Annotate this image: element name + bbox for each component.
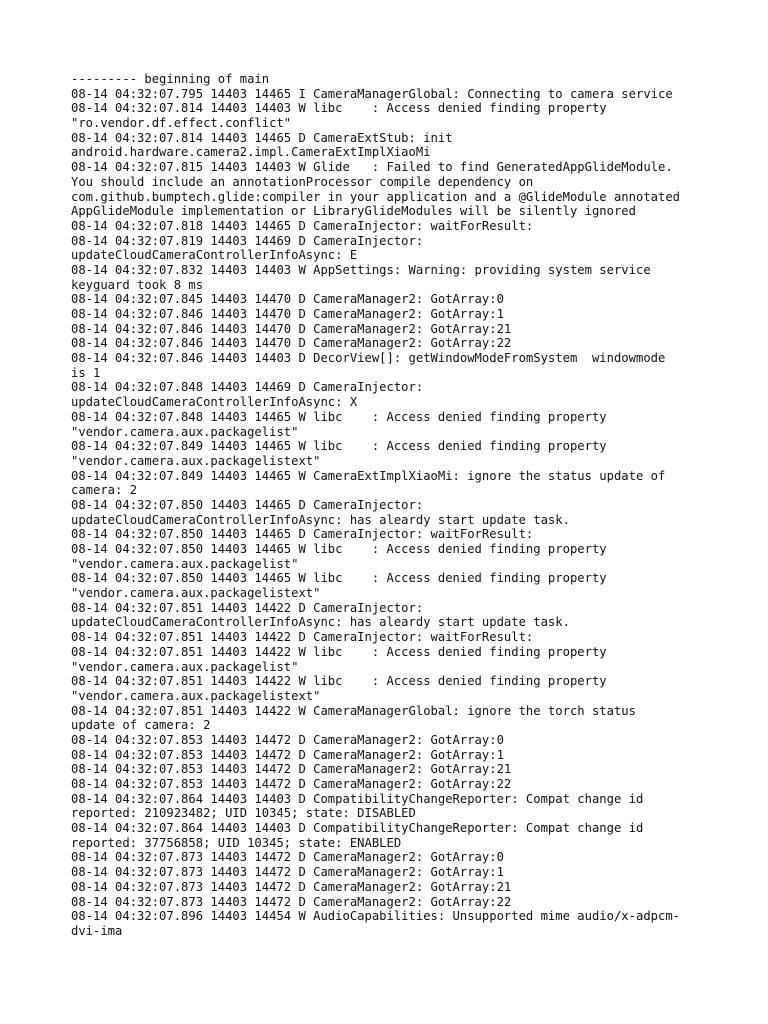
log-line: 08-14 04:32:07.846 14403 14470 D CameraManager2: GotArray:21: [71, 321, 512, 336]
log-line: keyguard took 8 ms: [71, 277, 204, 292]
log-line: --------- beginning of main: [71, 72, 270, 86]
log-line: 08-14 04:32:07.818 14403 14465 D CameraInjector: waitForResult:: [71, 218, 534, 233]
log-line: AppGlideModule implementation or LibraryGlideModules will be silently ignored: [71, 204, 636, 219]
log-line: dvi-ima: [71, 923, 123, 938]
log-line: 08-14 04:32:07.814 14403 14403 W libc : Access denied finding property: [71, 101, 607, 116]
log-line: "ro.vendor.df.effect.conflict": [71, 116, 292, 131]
log-line: 08-14 04:32:07.849 14403 14465 W libc : Access denied finding property: [71, 439, 607, 454]
log-line: updateCloudCameraControllerInfoAsync: E: [71, 248, 358, 263]
log-line: 08-14 04:32:07.851 14403 14422 W libc : Access denied finding property: [71, 674, 607, 689]
log-line: 08-14 04:32:07.853 14403 14472 D CameraManager2: GotArray:21: [71, 762, 512, 777]
log-line: 08-14 04:32:07.873 14403 14472 D CameraManager2: GotArray:22: [71, 894, 512, 909]
log-line: 08-14 04:32:07.851 14403 14422 W libc : Access denied finding property: [71, 644, 607, 659]
log-line: 08-14 04:32:07.853 14403 14472 D CameraManager2: GotArray:0: [71, 732, 504, 747]
log-line: 08-14 04:32:07.896 14403 14454 W AudioCapabilities: Unsupported mime audio/x-adpcm-: [71, 909, 681, 924]
log-line: android.hardware.camera2.impl.CameraExtImplXiaoMi: [71, 145, 431, 160]
log-line: 08-14 04:32:07.815 14403 14403 W Glide : Failed to find GeneratedAppGlideModule.: [71, 160, 673, 175]
log-line: 08-14 04:32:07.848 14403 14465 W libc : Access denied finding property: [71, 409, 607, 424]
log-line: 08-14 04:32:07.850 14403 14465 W libc : Access denied finding property: [71, 571, 607, 586]
log-line: 08-14 04:32:07.851 14403 14422 D CameraInjector:: [71, 600, 424, 615]
log-line: 08-14 04:32:07.846 14403 14470 D CameraManager2: GotArray:22: [71, 336, 512, 351]
log-line: updateCloudCameraControllerInfoAsync: X: [71, 395, 358, 410]
log-line: 08-14 04:32:07.795 14403 14465 I CameraManagerGlobal: Connecting to camera service: [71, 86, 673, 101]
log-line: You should include an annotationProcessor compile dependency on: [71, 174, 534, 189]
log-line: reported: 210923482; UID 10345; state: DISABLED: [71, 806, 416, 821]
log-line: 08-14 04:32:07.850 14403 14465 W libc : Access denied finding property: [71, 542, 607, 556]
log-line: 08-14 04:32:07.853 14403 14472 D CameraManager2: GotArray:22: [71, 777, 512, 791]
log-line: 08-14 04:32:07.864 14403 14403 D CompatibilityChangeReporter: Compat change id: [71, 791, 644, 806]
log-line: 08-14 04:32:07.832 14403 14403 W AppSettings: Warning: providing system service: [71, 262, 651, 277]
log-line: 08-14 04:32:07.851 14403 14422 W CameraManagerGlobal: ignore the torch status: [71, 703, 636, 718]
log-line: 08-14 04:32:07.848 14403 14469 D CameraInjector:: [71, 380, 424, 395]
log-line: "vendor.camera.aux.packagelist": [71, 659, 299, 674]
log-line: camera: 2: [71, 483, 138, 498]
log-line: 08-14 04:32:07.814 14403 14465 D CameraExtStub: init: [71, 130, 453, 145]
log-line: update of camera: 2: [71, 718, 211, 733]
log-line: is 1: [71, 365, 101, 380]
log-line: 08-14 04:32:07.850 14403 14465 D CameraInjector: waitForResult:: [71, 527, 534, 542]
log-line: 08-14 04:32:07.853 14403 14472 D CameraManager2: GotArray:1: [71, 747, 504, 762]
log-line: 08-14 04:32:07.851 14403 14422 D CameraInjector: waitForResult:: [71, 630, 534, 645]
log-line: 08-14 04:32:07.850 14403 14465 D CameraInjector:: [71, 497, 424, 512]
log-output: [71, 72, 731, 939]
log-line: 08-14 04:32:07.864 14403 14403 D CompatibilityChangeReporter: Compat change id: [71, 821, 644, 836]
log-line: "vendor.camera.aux.packagelistext": [71, 586, 321, 601]
log-line: "vendor.camera.aux.packagelist": [71, 424, 299, 439]
log-line: 08-14 04:32:07.846 14403 14470 D CameraManager2: GotArray:1: [71, 307, 504, 321]
log-line: "vendor.camera.aux.packagelist": [71, 556, 299, 571]
log-line: com.github.bumptech.glide:compiler in your application and a @GlideModule annotated: [71, 189, 681, 204]
log-line: updateCloudCameraControllerInfoAsync: has aleardy start update task.: [71, 512, 570, 527]
log-line: "vendor.camera.aux.packagelistext": [71, 453, 321, 468]
log-line: 08-14 04:32:07.873 14403 14472 D CameraManager2: GotArray:21: [71, 879, 512, 894]
log-line: 08-14 04:32:07.845 14403 14470 D CameraManager2: GotArray:0: [71, 292, 504, 307]
log-line: "vendor.camera.aux.packagelistext": [71, 688, 321, 703]
log-line: 08-14 04:32:07.873 14403 14472 D CameraManager2: GotArray:0: [71, 850, 504, 865]
log-line: 08-14 04:32:07.873 14403 14472 D CameraManager2: GotArray:1: [71, 865, 504, 880]
log-line: updateCloudCameraControllerInfoAsync: has aleardy start update task.: [71, 615, 570, 630]
log-line: 08-14 04:32:07.819 14403 14469 D CameraInjector:: [71, 233, 424, 248]
log-line: 08-14 04:32:07.846 14403 14403 D DecorView[]: getWindowModeFromSystem windowmode: [71, 351, 666, 366]
log-line: reported: 37756858; UID 10345; state: ENABLED: [71, 835, 402, 850]
log-line: 08-14 04:32:07.849 14403 14465 W CameraExtImplXiaoMi: ignore the status update of: [71, 468, 666, 483]
